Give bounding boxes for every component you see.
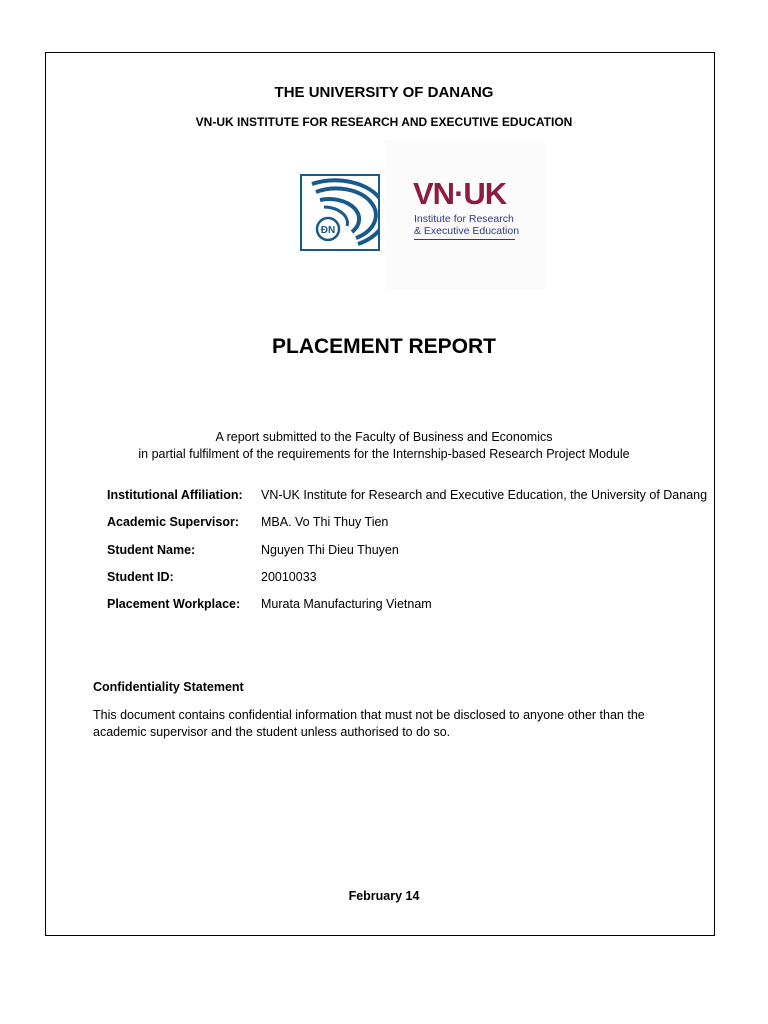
- detail-row-affiliation: [107, 488, 707, 515]
- detail-label: Academic Supervisor:: [107, 515, 239, 530]
- report-title: PLACEMENT REPORT: [271, 335, 496, 358]
- danang-university-seal-icon: [300, 174, 380, 251]
- detail-label: Student Name:: [107, 542, 196, 557]
- vnuk-tagline-line2: & Executive Education: [414, 225, 520, 237]
- detail-row-student-id: [107, 570, 707, 597]
- submission-statement: [0, 429, 768, 463]
- detail-row-workplace: [107, 597, 707, 624]
- submission-line-2: in partial fulfilment of the requirements for the Internship-based Research Project Module: [138, 447, 630, 461]
- vnuk-tagline: [414, 213, 519, 237]
- detail-label: Institutional Affiliation:: [107, 488, 243, 502]
- svg-text:ĐN: ĐN: [320, 225, 336, 236]
- detail-value: Nguyen Thi Dieu Thuyen: [261, 542, 399, 557]
- report-details: [107, 488, 707, 624]
- vnuk-tagline-line1: Institute for Research: [414, 213, 514, 225]
- detail-value: Murata Manufacturing Vietnam: [261, 597, 432, 612]
- detail-label: Placement Workplace:: [107, 597, 241, 612]
- vnuk-underline: [414, 239, 515, 240]
- detail-value: VN-UK Institute for Research and Executive Education, the University of Danang: [261, 488, 708, 502]
- confidentiality-title: Confidentiality Statement: [93, 680, 244, 694]
- report-date: February 14: [348, 889, 420, 903]
- vnuk-logo: [385, 140, 545, 290]
- vnuk-wordmark: VN·UK: [413, 176, 507, 211]
- institute-name: VN-UK INSTITUTE FOR RESEARCH AND EXECUTIVE EDUCATION: [195, 115, 573, 129]
- confidentiality-text: This document contains confidential information that must not be disclosed to anyone other than the academic supervisor and the student unless authorised to do so.: [93, 708, 645, 739]
- detail-row-student-name: [107, 543, 707, 570]
- detail-value: MBA. Vo Thi Thuy Tien: [261, 515, 389, 530]
- detail-row-supervisor: [107, 515, 707, 542]
- university-name: THE UNIVERSITY OF DANANG: [274, 84, 494, 101]
- detail-label: Student ID:: [107, 569, 174, 584]
- submission-line-1: A report submitted to the Faculty of Business and Economics: [215, 430, 553, 444]
- detail-value: 20010033: [261, 569, 317, 584]
- logos-area: [0, 140, 768, 290]
